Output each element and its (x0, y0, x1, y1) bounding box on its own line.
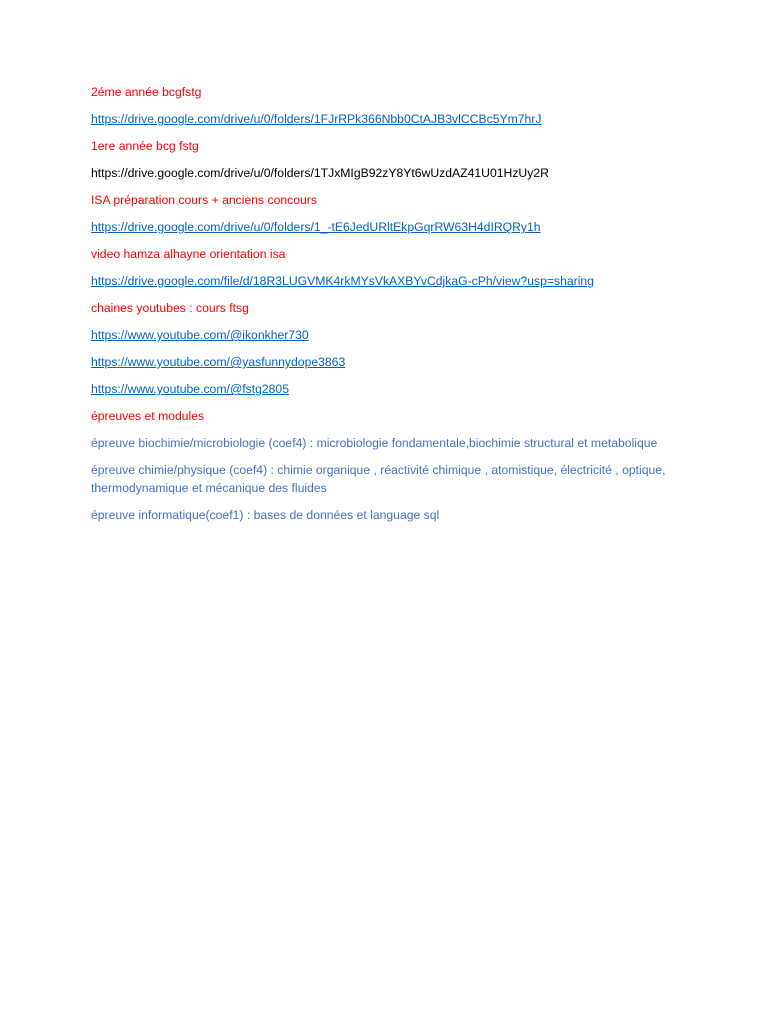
link-drive-isa[interactable]: https://drive.google.com/drive/u/0/folders/1_-tE6JedURltEkpGqrRW63H4dIRQRy1h (91, 220, 541, 234)
heading-epreuves-modules: épreuves et modules (91, 409, 205, 423)
text-drive-1ere-annee: https://drive.google.com/drive/u/0/folders/1TJxMIgB92zY8Yt6wUzdAZ41U01HzUy2R (91, 166, 549, 180)
link-youtube-yasfunnydope[interactable]: https://www.youtube.com/@yasfunnydope3863 (91, 355, 346, 369)
epreuve-chimie-physique: épreuve chimie/physique (coef4) : chimie organique , réactivité chimique , atomistique, électricité , optique, thermodynamique et mécanique des fluides (91, 463, 666, 495)
link-drive-2eme-annee[interactable]: https://drive.google.com/drive/u/0/folders/1FJrRPk366Nbb0CtAJB3vlCCBc5Ym7hrJ (91, 112, 542, 126)
heading-youtube-channels: chaines youtubes : cours ftsg (91, 301, 249, 315)
link-drive-video[interactable]: https://drive.google.com/file/d/18R3LUGVMK4rkMYsVkAXBYvCdjkaG-cPh/view?usp=sharing (91, 274, 594, 288)
epreuve-biochimie: épreuve biochimie/microbiologie (coef4) : microbiologie fondamentale,biochimie structural et metabolique (91, 436, 658, 450)
heading-isa-preparation: ISA préparation cours + anciens concours (91, 193, 317, 207)
heading-2eme-annee: 2éme année bcgfstg (91, 85, 202, 99)
heading-1ere-annee: 1ere année bcg fstg (91, 139, 199, 153)
link-youtube-fstg[interactable]: https://www.youtube.com/@fstg2805 (91, 382, 289, 396)
link-youtube-ikonkher[interactable]: https://www.youtube.com/@ikonkher730 (91, 328, 309, 342)
epreuve-informatique: épreuve informatique(coef1) : bases de données et language sql (91, 507, 440, 522)
heading-video-orientation: video hamza alhayne orientation isa (91, 247, 286, 261)
document-body (91, 84, 671, 534)
